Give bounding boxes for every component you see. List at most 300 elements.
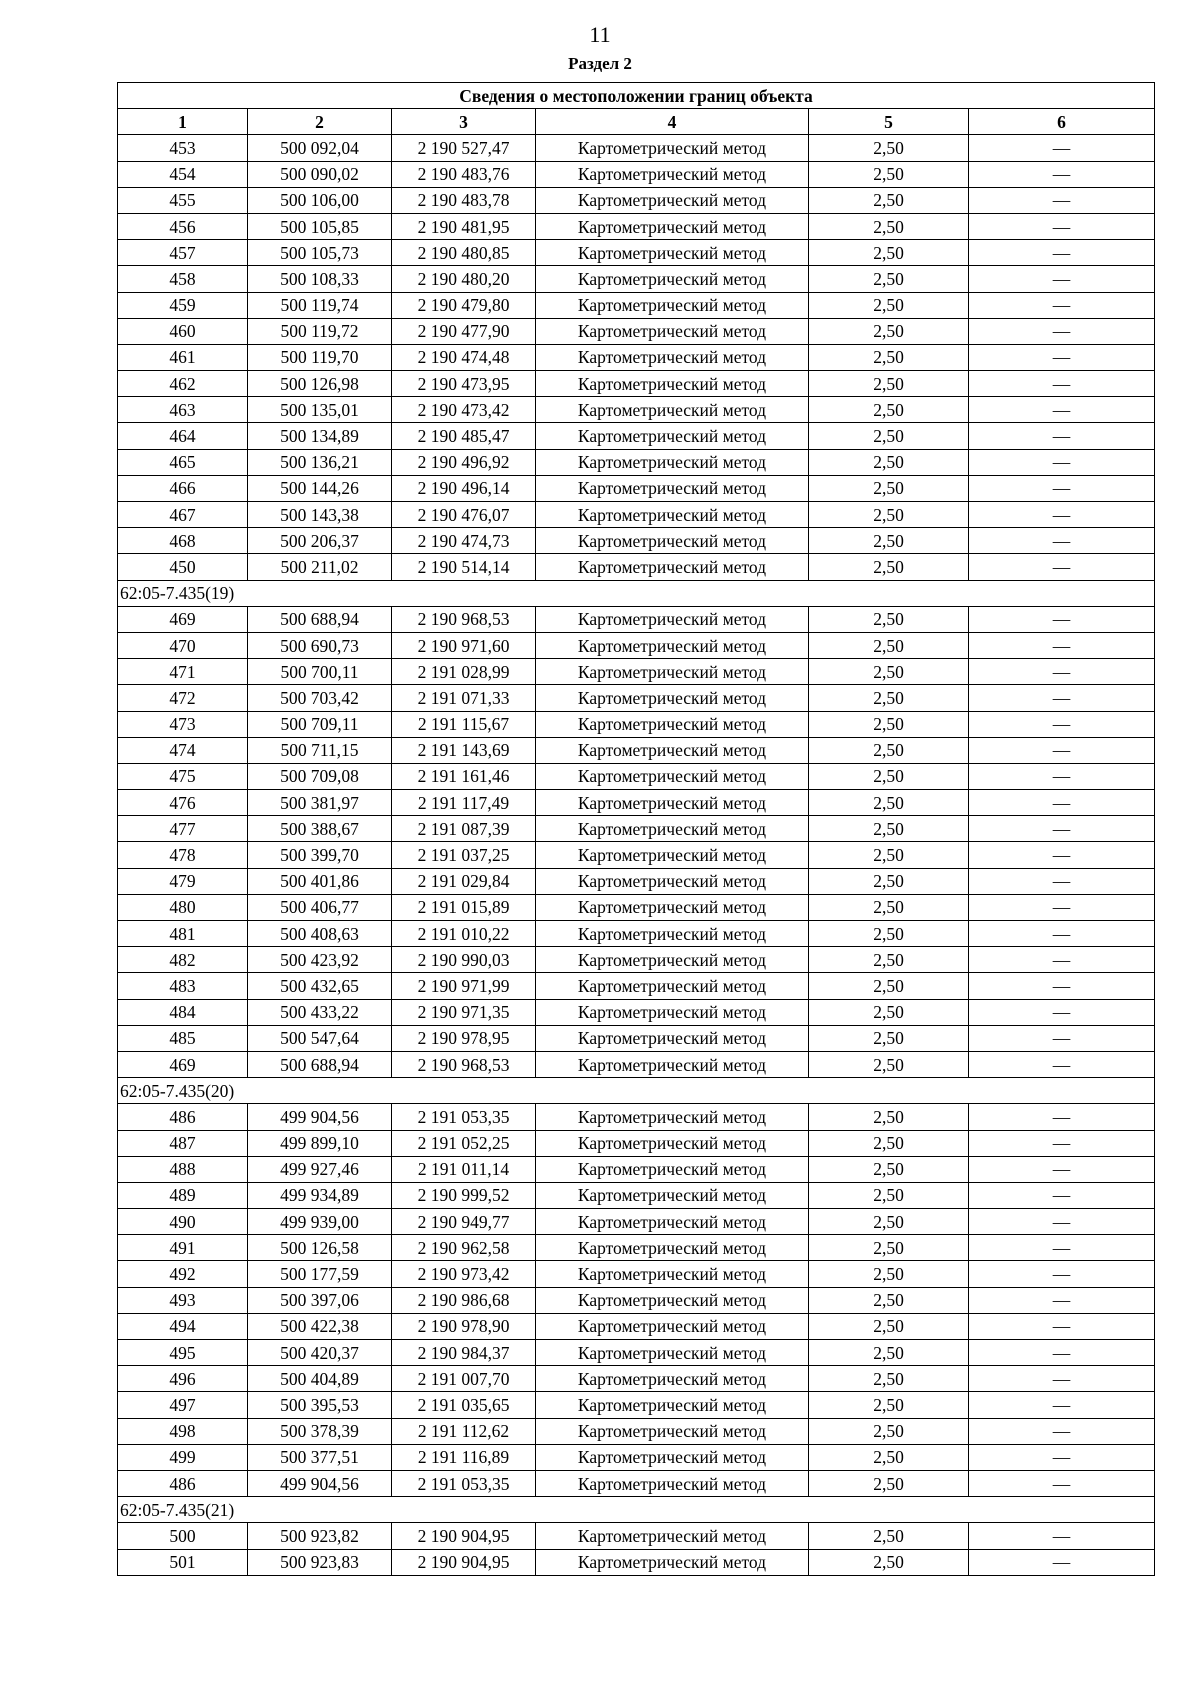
accuracy-cell: 2,50	[809, 423, 969, 449]
method-cell: Картометрический метод	[536, 1051, 809, 1077]
table-row	[118, 947, 1155, 973]
accuracy-cell: 2,50	[809, 1287, 969, 1313]
table-row	[118, 1444, 1155, 1470]
table-row	[118, 1470, 1155, 1496]
table-row	[118, 187, 1155, 213]
accuracy-cell: 2,50	[809, 135, 969, 161]
coordinate-y: 2 190 483,76	[392, 161, 536, 187]
accuracy-cell: 2,50	[809, 1366, 969, 1392]
coordinate-y: 2 191 116,89	[392, 1444, 536, 1470]
note-cell: —	[969, 1470, 1155, 1496]
table-row	[118, 685, 1155, 711]
accuracy-cell: 2,50	[809, 842, 969, 868]
accuracy-cell: 2,50	[809, 449, 969, 475]
point-number: 465	[118, 449, 248, 475]
coordinate-x: 500 690,73	[248, 632, 392, 658]
coordinate-y: 2 191 052,25	[392, 1130, 536, 1156]
coordinate-x: 500 433,22	[248, 999, 392, 1025]
method-cell: Картометрический метод	[536, 1235, 809, 1261]
note-cell: —	[969, 1523, 1155, 1549]
table-row	[118, 502, 1155, 528]
note-cell: —	[969, 894, 1155, 920]
method-cell: Картометрический метод	[536, 947, 809, 973]
accuracy-cell: 2,50	[809, 1051, 969, 1077]
point-number: 474	[118, 737, 248, 763]
note-cell: —	[969, 1104, 1155, 1130]
table-title-row	[118, 83, 1155, 109]
table-row	[118, 868, 1155, 894]
coordinate-y: 2 190 973,42	[392, 1261, 536, 1287]
note-cell: —	[969, 554, 1155, 580]
table-row	[118, 1366, 1155, 1392]
accuracy-cell: 2,50	[809, 632, 969, 658]
note-cell: —	[969, 475, 1155, 501]
coordinate-y: 2 190 480,85	[392, 240, 536, 266]
coordinate-x: 500 126,98	[248, 371, 392, 397]
coordinate-x: 500 206,37	[248, 528, 392, 554]
point-number: 469	[118, 606, 248, 632]
coordinate-x: 500 432,65	[248, 973, 392, 999]
coordinate-y: 2 190 968,53	[392, 606, 536, 632]
coordinate-y: 2 191 029,84	[392, 868, 536, 894]
point-number: 454	[118, 161, 248, 187]
group-row	[118, 1078, 1155, 1104]
note-cell: —	[969, 1287, 1155, 1313]
point-number: 461	[118, 344, 248, 370]
note-cell: —	[969, 921, 1155, 947]
coordinate-y: 2 190 485,47	[392, 423, 536, 449]
column-header: 2	[248, 109, 392, 135]
point-number: 486	[118, 1470, 248, 1496]
coordinate-x: 500 388,67	[248, 816, 392, 842]
point-number: 470	[118, 632, 248, 658]
page-number: 11	[589, 22, 611, 47]
section-title: Раздел 2	[568, 54, 632, 73]
column-header: 6	[969, 109, 1155, 135]
coordinate-y: 2 190 496,14	[392, 475, 536, 501]
accuracy-cell: 2,50	[809, 292, 969, 318]
method-cell: Картометрический метод	[536, 659, 809, 685]
table-row	[118, 1313, 1155, 1339]
note-cell: —	[969, 606, 1155, 632]
accuracy-cell: 2,50	[809, 1549, 969, 1575]
method-cell: Картометрический метод	[536, 1130, 809, 1156]
table-row	[118, 737, 1155, 763]
coordinate-x: 500 119,70	[248, 344, 392, 370]
accuracy-cell: 2,50	[809, 187, 969, 213]
accuracy-cell: 2,50	[809, 659, 969, 685]
note-cell: —	[969, 528, 1155, 554]
cadastral-number: 62:05-7.435(21)	[118, 1497, 1155, 1523]
table-row	[118, 240, 1155, 266]
note-cell: —	[969, 397, 1155, 423]
coordinate-y: 2 191 053,35	[392, 1104, 536, 1130]
coordinate-y: 2 191 161,46	[392, 763, 536, 789]
point-number: 498	[118, 1418, 248, 1444]
coordinate-x: 500 401,86	[248, 868, 392, 894]
accuracy-cell: 2,50	[809, 528, 969, 554]
method-cell: Картометрический метод	[536, 842, 809, 868]
table-row	[118, 1025, 1155, 1051]
group-row	[118, 580, 1155, 606]
method-cell: Картометрический метод	[536, 816, 809, 842]
method-cell: Картометрический метод	[536, 1470, 809, 1496]
coordinate-x: 500 703,42	[248, 685, 392, 711]
point-number: 468	[118, 528, 248, 554]
table-row	[118, 659, 1155, 685]
accuracy-cell: 2,50	[809, 1444, 969, 1470]
note-cell: —	[969, 1261, 1155, 1287]
method-cell: Картометрический метод	[536, 266, 809, 292]
method-cell: Картометрический метод	[536, 790, 809, 816]
note-cell: —	[969, 161, 1155, 187]
coordinate-x: 500 547,64	[248, 1025, 392, 1051]
coordinate-y: 2 190 476,07	[392, 502, 536, 528]
coordinate-y: 2 190 496,92	[392, 449, 536, 475]
accuracy-cell: 2,50	[809, 240, 969, 266]
table-row	[118, 1340, 1155, 1366]
point-number: 450	[118, 554, 248, 580]
table-row	[118, 213, 1155, 239]
accuracy-cell: 2,50	[809, 947, 969, 973]
method-cell: Картометрический метод	[536, 1209, 809, 1235]
accuracy-cell: 2,50	[809, 894, 969, 920]
table-row	[118, 1261, 1155, 1287]
method-cell: Картометрический метод	[536, 1392, 809, 1418]
point-number: 477	[118, 816, 248, 842]
point-number: 464	[118, 423, 248, 449]
note-cell: —	[969, 502, 1155, 528]
method-cell: Картометрический метод	[536, 921, 809, 947]
table-row	[118, 1392, 1155, 1418]
coordinate-x: 500 177,59	[248, 1261, 392, 1287]
table-row	[118, 344, 1155, 370]
table-row	[118, 999, 1155, 1025]
point-number: 455	[118, 187, 248, 213]
point-number: 482	[118, 947, 248, 973]
table-row	[118, 475, 1155, 501]
note-cell: —	[969, 187, 1155, 213]
coordinate-x: 500 119,72	[248, 318, 392, 344]
method-cell: Картометрический метод	[536, 1313, 809, 1339]
coordinate-x: 499 899,10	[248, 1130, 392, 1156]
coordinate-x: 500 420,37	[248, 1340, 392, 1366]
method-cell: Картометрический метод	[536, 1366, 809, 1392]
method-cell: Картометрический метод	[536, 449, 809, 475]
point-number: 499	[118, 1444, 248, 1470]
method-cell: Картометрический метод	[536, 868, 809, 894]
coordinate-y: 2 191 011,14	[392, 1156, 536, 1182]
method-cell: Картометрический метод	[536, 973, 809, 999]
method-cell: Картометрический метод	[536, 737, 809, 763]
coordinate-y: 2 190 474,48	[392, 344, 536, 370]
note-cell: —	[969, 135, 1155, 161]
note-cell: —	[969, 868, 1155, 894]
coordinate-x: 500 406,77	[248, 894, 392, 920]
method-cell: Картометрический метод	[536, 1156, 809, 1182]
coordinate-y: 2 191 087,39	[392, 816, 536, 842]
coordinate-x: 499 939,00	[248, 1209, 392, 1235]
accuracy-cell: 2,50	[809, 816, 969, 842]
coordinate-x: 500 688,94	[248, 1051, 392, 1077]
coordinate-x: 500 126,58	[248, 1235, 392, 1261]
method-cell: Картометрический метод	[536, 685, 809, 711]
table-row	[118, 423, 1155, 449]
accuracy-cell: 2,50	[809, 161, 969, 187]
accuracy-cell: 2,50	[809, 1025, 969, 1051]
note-cell: —	[969, 1444, 1155, 1470]
coordinate-y: 2 191 007,70	[392, 1366, 536, 1392]
method-cell: Картометрический метод	[536, 502, 809, 528]
coordinate-x: 500 377,51	[248, 1444, 392, 1470]
accuracy-cell: 2,50	[809, 1209, 969, 1235]
method-cell: Картометрический метод	[536, 240, 809, 266]
accuracy-cell: 2,50	[809, 763, 969, 789]
accuracy-cell: 2,50	[809, 973, 969, 999]
coordinate-y: 2 190 481,95	[392, 213, 536, 239]
method-cell: Картометрический метод	[536, 1261, 809, 1287]
note-cell: —	[969, 344, 1155, 370]
coordinate-x: 500 408,63	[248, 921, 392, 947]
table-row	[118, 842, 1155, 868]
method-cell: Картометрический метод	[536, 213, 809, 239]
note-cell: —	[969, 659, 1155, 685]
point-number: 478	[118, 842, 248, 868]
coordinate-x: 500 688,94	[248, 606, 392, 632]
coordinate-x: 500 108,33	[248, 266, 392, 292]
method-cell: Картометрический метод	[536, 161, 809, 187]
accuracy-cell: 2,50	[809, 371, 969, 397]
coordinate-x: 500 711,15	[248, 737, 392, 763]
point-number: 483	[118, 973, 248, 999]
coordinate-x: 500 105,85	[248, 213, 392, 239]
note-cell: —	[969, 1340, 1155, 1366]
note-cell: —	[969, 737, 1155, 763]
method-cell: Картометрический метод	[536, 528, 809, 554]
coordinate-y: 2 190 904,95	[392, 1523, 536, 1549]
coordinate-x: 499 927,46	[248, 1156, 392, 1182]
method-cell: Картометрический метод	[536, 1025, 809, 1051]
note-cell: —	[969, 423, 1155, 449]
table-row	[118, 1104, 1155, 1130]
table-row	[118, 921, 1155, 947]
point-number: 490	[118, 1209, 248, 1235]
point-number: 473	[118, 711, 248, 737]
accuracy-cell: 2,50	[809, 606, 969, 632]
coordinate-x: 500 397,06	[248, 1287, 392, 1313]
point-number: 467	[118, 502, 248, 528]
note-cell: —	[969, 711, 1155, 737]
coordinate-y: 2 190 978,90	[392, 1313, 536, 1339]
point-number: 475	[118, 763, 248, 789]
accuracy-cell: 2,50	[809, 1470, 969, 1496]
point-number: 463	[118, 397, 248, 423]
note-cell: —	[969, 816, 1155, 842]
table-row	[118, 632, 1155, 658]
note-cell: —	[969, 763, 1155, 789]
accuracy-cell: 2,50	[809, 1392, 969, 1418]
accuracy-cell: 2,50	[809, 475, 969, 501]
method-cell: Картометрический метод	[536, 554, 809, 580]
table-row	[118, 135, 1155, 161]
coordinate-x: 500 092,04	[248, 135, 392, 161]
method-cell: Картометрический метод	[536, 1340, 809, 1366]
accuracy-cell: 2,50	[809, 213, 969, 239]
coordinate-x: 500 136,21	[248, 449, 392, 475]
method-cell: Картометрический метод	[536, 423, 809, 449]
coordinate-x: 500 422,38	[248, 1313, 392, 1339]
accuracy-cell: 2,50	[809, 790, 969, 816]
note-cell: —	[969, 685, 1155, 711]
point-number: 457	[118, 240, 248, 266]
accuracy-cell: 2,50	[809, 868, 969, 894]
note-cell: —	[969, 1549, 1155, 1575]
coordinate-x: 500 381,97	[248, 790, 392, 816]
coordinate-y: 2 191 112,62	[392, 1418, 536, 1444]
coordinate-y: 2 190 949,77	[392, 1209, 536, 1235]
coordinate-x: 500 700,11	[248, 659, 392, 685]
note-cell: —	[969, 371, 1155, 397]
table-row	[118, 161, 1155, 187]
coordinate-y: 2 190 527,47	[392, 135, 536, 161]
table-row	[118, 790, 1155, 816]
point-number: 495	[118, 1340, 248, 1366]
coordinate-x: 500 211,02	[248, 554, 392, 580]
table-row	[118, 711, 1155, 737]
accuracy-cell: 2,50	[809, 1313, 969, 1339]
coordinate-y: 2 190 480,20	[392, 266, 536, 292]
method-cell: Картометрический метод	[536, 606, 809, 632]
coordinate-y: 2 190 968,53	[392, 1051, 536, 1077]
coordinate-x: 500 709,08	[248, 763, 392, 789]
table-row	[118, 397, 1155, 423]
table-row	[118, 1209, 1155, 1235]
note-cell: —	[969, 1392, 1155, 1418]
method-cell: Картометрический метод	[536, 344, 809, 370]
table-row	[118, 1156, 1155, 1182]
table-title: Сведения о местоположении границ объекта	[118, 83, 1155, 109]
note-cell: —	[969, 1209, 1155, 1235]
coordinate-y: 2 190 473,95	[392, 371, 536, 397]
point-number: 459	[118, 292, 248, 318]
coordinate-y: 2 191 010,22	[392, 921, 536, 947]
coordinate-y: 2 191 115,67	[392, 711, 536, 737]
point-number: 453	[118, 135, 248, 161]
point-number: 492	[118, 1261, 248, 1287]
note-cell: —	[969, 449, 1155, 475]
accuracy-cell: 2,50	[809, 1523, 969, 1549]
method-cell: Картометрический метод	[536, 475, 809, 501]
coordinate-x: 500 143,38	[248, 502, 392, 528]
table-header-row	[118, 109, 1155, 135]
method-cell: Картометрический метод	[536, 1287, 809, 1313]
coordinate-y: 2 191 035,65	[392, 1392, 536, 1418]
accuracy-cell: 2,50	[809, 1418, 969, 1444]
coordinate-x: 499 934,89	[248, 1182, 392, 1208]
point-number: 487	[118, 1130, 248, 1156]
accuracy-cell: 2,50	[809, 502, 969, 528]
point-number: 466	[118, 475, 248, 501]
table-row	[118, 606, 1155, 632]
coordinate-x: 500 709,11	[248, 711, 392, 737]
note-cell: —	[969, 1051, 1155, 1077]
table-row	[118, 1549, 1155, 1575]
method-cell: Картометрический метод	[536, 371, 809, 397]
accuracy-cell: 2,50	[809, 1261, 969, 1287]
coordinate-y: 2 190 971,35	[392, 999, 536, 1025]
accuracy-cell: 2,50	[809, 1156, 969, 1182]
table-row	[118, 266, 1155, 292]
method-cell: Картометрический метод	[536, 187, 809, 213]
note-cell: —	[969, 1235, 1155, 1261]
coordinate-y: 2 190 514,14	[392, 554, 536, 580]
note-cell: —	[969, 213, 1155, 239]
coordinate-y: 2 190 904,95	[392, 1549, 536, 1575]
coordinate-y: 2 190 483,78	[392, 187, 536, 213]
coordinate-y: 2 191 071,33	[392, 685, 536, 711]
coordinate-y: 2 190 986,68	[392, 1287, 536, 1313]
coordinate-y: 2 190 984,37	[392, 1340, 536, 1366]
table-row	[118, 1418, 1155, 1444]
point-number: 485	[118, 1025, 248, 1051]
point-number: 501	[118, 1549, 248, 1575]
accuracy-cell: 2,50	[809, 737, 969, 763]
point-number: 481	[118, 921, 248, 947]
point-number: 489	[118, 1182, 248, 1208]
table-row	[118, 292, 1155, 318]
coordinate-x: 500 135,01	[248, 397, 392, 423]
table-row	[118, 763, 1155, 789]
coordinate-y: 2 190 477,90	[392, 318, 536, 344]
accuracy-cell: 2,50	[809, 1104, 969, 1130]
accuracy-cell: 2,50	[809, 266, 969, 292]
method-cell: Картометрический метод	[536, 1182, 809, 1208]
coordinate-y: 2 190 990,03	[392, 947, 536, 973]
method-cell: Картометрический метод	[536, 318, 809, 344]
note-cell: —	[969, 1130, 1155, 1156]
coordinate-x: 500 106,00	[248, 187, 392, 213]
table-row	[118, 816, 1155, 842]
coordinate-y: 2 191 015,89	[392, 894, 536, 920]
accuracy-cell: 2,50	[809, 1130, 969, 1156]
accuracy-cell: 2,50	[809, 554, 969, 580]
coordinate-x: 500 423,92	[248, 947, 392, 973]
method-cell: Картометрический метод	[536, 1418, 809, 1444]
point-number: 496	[118, 1366, 248, 1392]
point-number: 497	[118, 1392, 248, 1418]
point-number: 472	[118, 685, 248, 711]
coordinate-y: 2 191 143,69	[392, 737, 536, 763]
accuracy-cell: 2,50	[809, 685, 969, 711]
coordinate-y: 2 190 962,58	[392, 1235, 536, 1261]
accuracy-cell: 2,50	[809, 711, 969, 737]
note-cell: —	[969, 1025, 1155, 1051]
accuracy-cell: 2,50	[809, 1340, 969, 1366]
coordinate-y: 2 191 053,35	[392, 1470, 536, 1496]
point-number: 471	[118, 659, 248, 685]
point-number: 462	[118, 371, 248, 397]
coordinate-x: 500 923,83	[248, 1549, 392, 1575]
note-cell: —	[969, 1313, 1155, 1339]
table-row	[118, 1523, 1155, 1549]
table-body	[118, 83, 1155, 1576]
coordinate-y: 2 190 999,52	[392, 1182, 536, 1208]
table-row	[118, 894, 1155, 920]
note-cell: —	[969, 318, 1155, 344]
table-row	[118, 449, 1155, 475]
point-number: 484	[118, 999, 248, 1025]
method-cell: Картометрический метод	[536, 632, 809, 658]
